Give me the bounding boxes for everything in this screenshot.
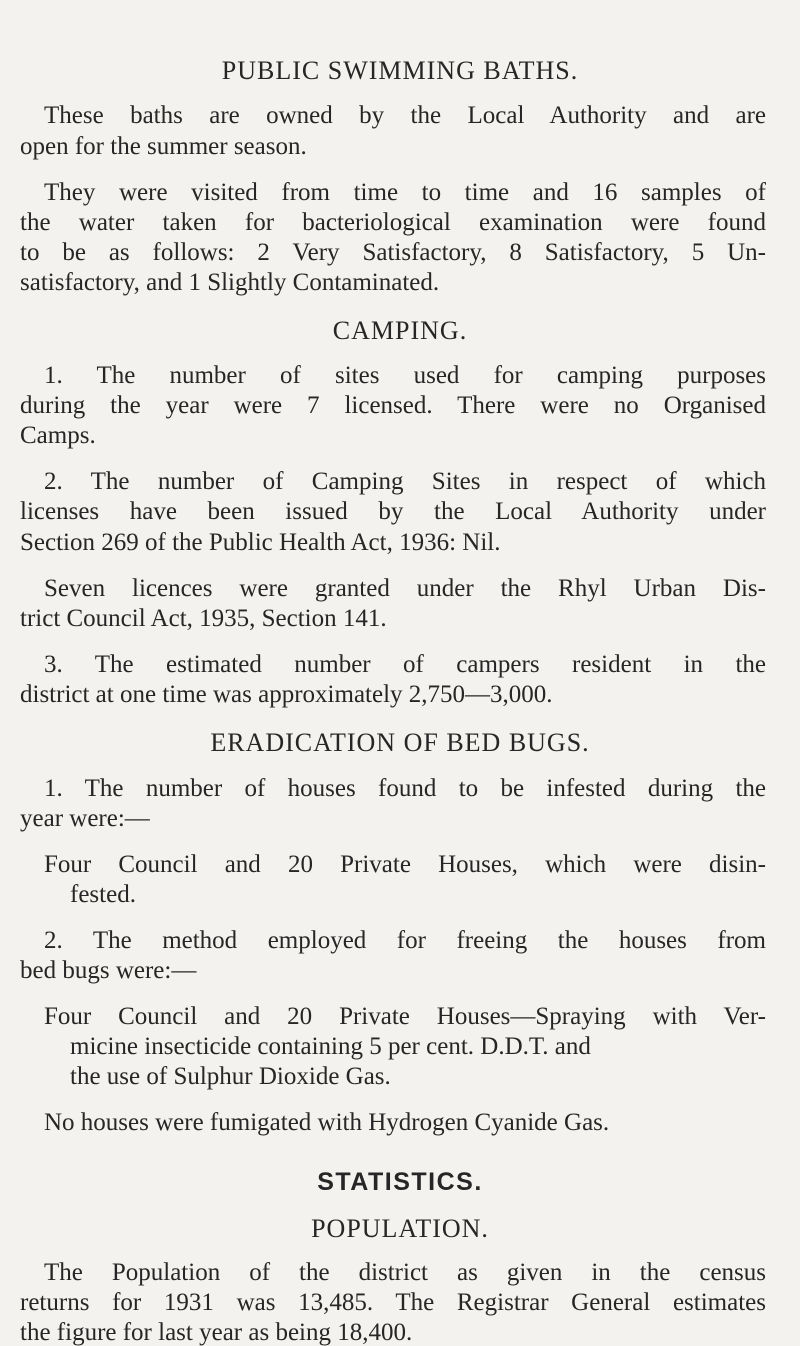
paragraph-line: 1. The number of houses found to be infested during the — [44, 775, 766, 802]
paragraph-line: 2. The method employed for freeing the houses from — [44, 927, 766, 954]
paragraph-line: Seven licences were granted under the Rhyl Urban Dis- — [44, 575, 766, 602]
heading-camping: CAMPING. — [332, 316, 468, 345]
heading-statistics: STATISTICS. — [317, 1168, 483, 1196]
paragraph-line: to be as follows: 2 Very Satisfactory, 8 Satisfactory, 5 Un- — [20, 239, 766, 266]
paragraph-line: 2. The number of Camping Sites in respect of which — [44, 468, 766, 495]
paragraph-line: micine insecticide containing 5 per cent. D.D.T. and — [70, 1033, 591, 1060]
paragraph-line: Four Council and 20 Private Houses, which were disin- — [44, 851, 766, 878]
paragraph-line: the figure for last year as being 18,400. — [20, 1319, 413, 1346]
paragraph-line: trict Council Act, 1935, Section 141. — [20, 605, 387, 632]
paragraph-line: district at one time was approximately 2,750—3,000. — [20, 681, 553, 708]
paragraph-line: returns for 1931 was 13,485. The Registrar General estimates — [20, 1289, 766, 1316]
paragraph-line: year were:— — [20, 805, 150, 832]
paragraph-line: during the year were 7 licensed. There were no Organised — [20, 392, 766, 419]
paragraph-line: Four Council and 20 Private Houses—Spraying with Ver- — [44, 1003, 766, 1030]
paragraph-line: Camps. — [20, 422, 96, 449]
paragraph-line: fested. — [70, 881, 136, 908]
paragraph-line: The Population of the district as given in the census — [44, 1259, 766, 1286]
paragraph-line: open for the summer season. — [20, 133, 307, 160]
paragraph-line: satisfactory, and 1 Slightly Contaminated. — [20, 269, 440, 296]
paragraph-line: Section 269 of the Public Health Act, 1936: Nil. — [20, 529, 501, 556]
paragraph-line: the water taken for bacteriological examination were found — [20, 209, 766, 236]
heading-public-swimming-baths: PUBLIC SWIMMING BATHS. — [221, 56, 579, 85]
paragraph-line: 3. The estimated number of campers resident in the — [44, 651, 766, 678]
paragraph-line: These baths are owned by the Local Authority and are — [44, 102, 766, 129]
heading-eradication-of-bed-bugs: ERADICATION OF BED BUGS. — [210, 728, 590, 757]
paragraph-line: licenses have been issued by the Local Authority under — [20, 498, 766, 525]
paragraph-line: They were visited from time to time and 16 samples of — [44, 179, 766, 206]
paragraph-line: bed bugs were:— — [20, 957, 197, 984]
paragraph-line: the use of Sulphur Dioxide Gas. — [70, 1063, 391, 1090]
paragraph-line: 1. The number of sites used for camping purposes — [44, 362, 766, 389]
heading-population: POPULATION. — [311, 1214, 489, 1243]
paragraph-line: No houses were fumigated with Hydrogen Cyanide Gas. — [44, 1109, 610, 1136]
